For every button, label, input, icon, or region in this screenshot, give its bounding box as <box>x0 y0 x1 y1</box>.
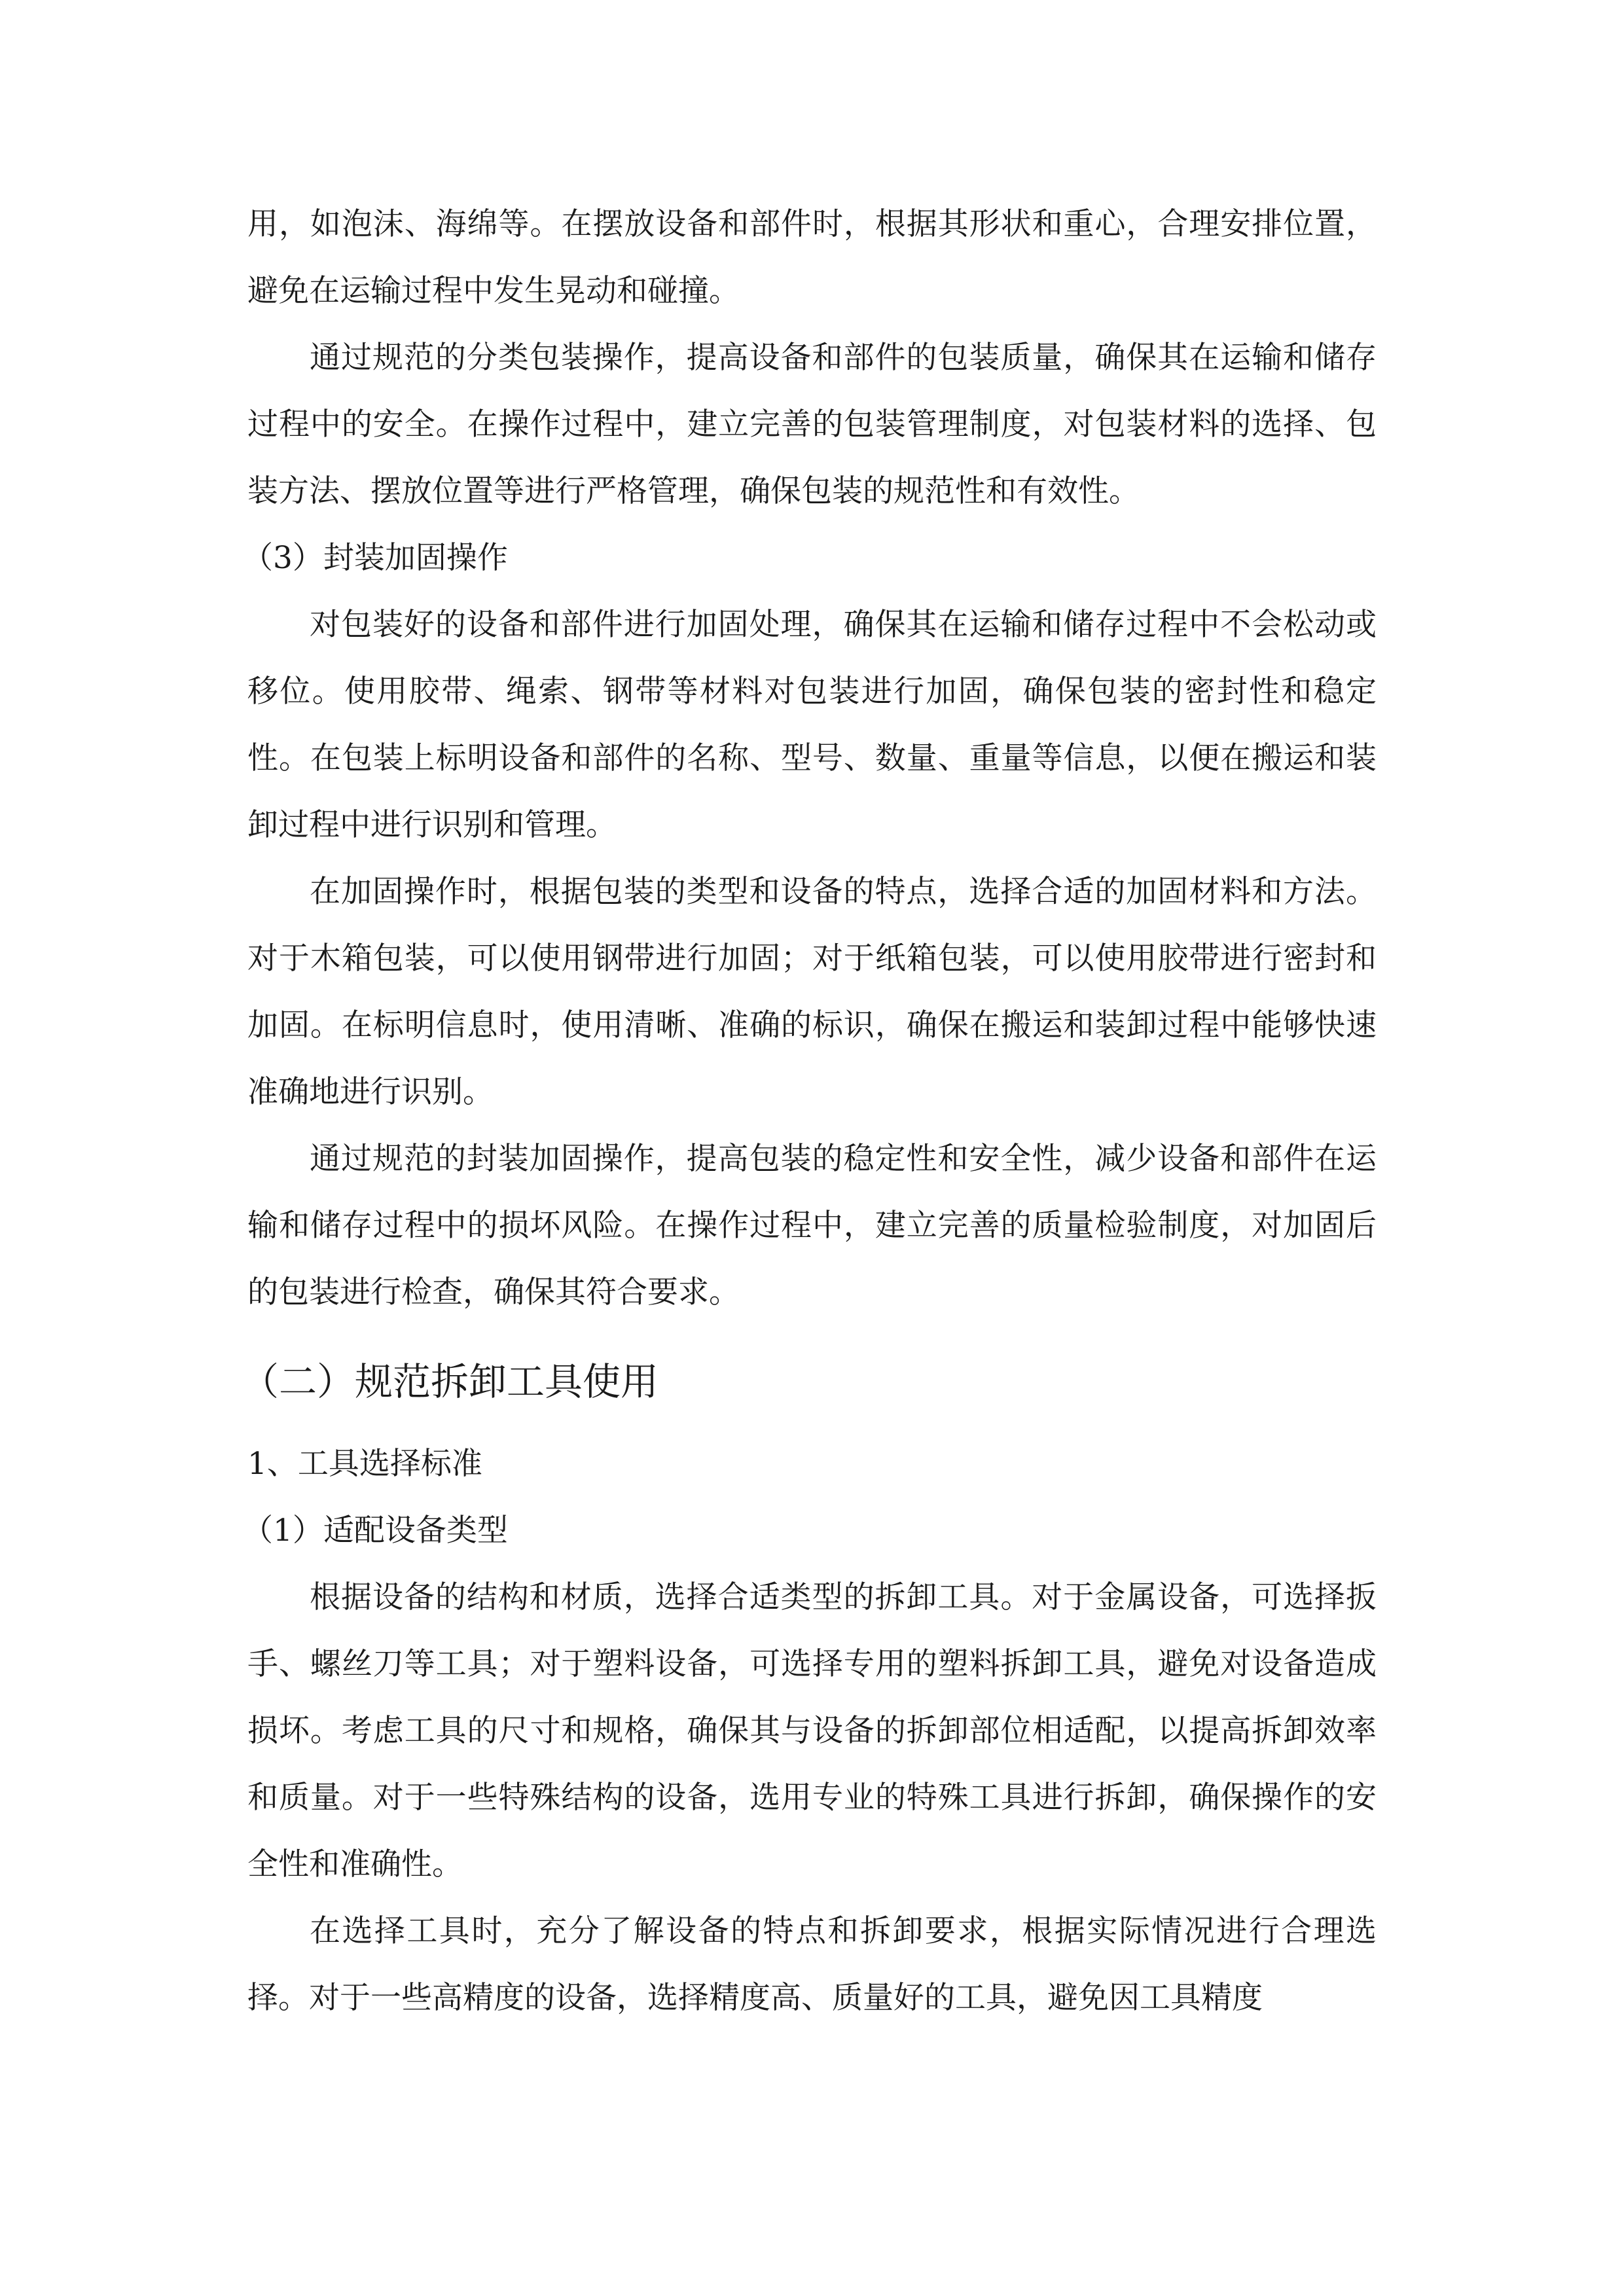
section-heading-tool-usage: （二）规范拆卸工具使用 <box>241 1359 659 1404</box>
paragraph: 通过规范的分类包装操作，提高设备和部件的包装质量，确保其在运输和储存过程中的安全。在操作过程中，建立完善的包装管理制度，对包装材料的选择、包装方法、摆放位置等进行严格管理，确保包装的规范性和有效性。 <box>247 340 1377 509</box>
paragraph-continuation: 用，如泡沫、海绵等。在摆放设备和部件时，根据其形状和重心，合理安排位置，避免在运输过程中发生晃动和碰撞。 <box>247 206 1377 309</box>
paragraph: 在选择工具时，充分了解设备的特点和拆卸要求，根据实际情况进行合理选择。对于一些高精度的设备，选择精度高、质量好的工具，避免因工具精度 <box>247 1913 1377 2016</box>
document-body <box>241 191 1377 2032</box>
paragraph: 通过规范的封装加固操作，提高包装的稳定性和安全性，减少设备和部件在运输和储存过程中的损坏风险。在操作过程中，建立完善的质量检验制度，对加固后的包装进行检查，确保其符合要求。 <box>247 1141 1377 1310</box>
paragraph: 根据设备的结构和材质，选择合适类型的拆卸工具。对于金属设备，可选择扳手、螺丝刀等工具；对于塑料设备，可选择专用的塑料拆卸工具，避免对设备造成损坏。考虑工具的尺寸和规格，确保其与设备的拆卸部位相适配，以提高拆卸效率和质量。对于一些特殊结构的设备，选用专业的特殊工具进行拆卸，确保操作的安全性和准确性。 <box>247 1579 1377 1882</box>
subheading-device-type: （1）适配设备类型 <box>242 1513 508 1549</box>
subheading-tool-selection: 1、工具选择标准 <box>247 1446 482 1482</box>
paragraph: 在加固操作时，根据包装的类型和设备的特点，选择合适的加固材料和方法。对于木箱包装，可以使用钢带进行加固；对于纸箱包装，可以使用胶带进行密封和加固。在标明信息时，使用清晰、准确的标识，确保在搬运和装卸过程中能够快速准确地进行识别。 <box>247 874 1377 1110</box>
subheading-packaging-reinforcement: （3）封装加固操作 <box>242 540 508 576</box>
paragraph: 对包装好的设备和部件进行加固处理，确保其在运输和储存过程中不会松动或移位。使用胶带、绳索、钢带等材料对包装进行加固，确保包装的密封性和稳定性。在包装上标明设备和部件的名称、型号、数量、重量等信息，以便在搬运和装卸过程中进行识别和管理。 <box>247 607 1377 843</box>
